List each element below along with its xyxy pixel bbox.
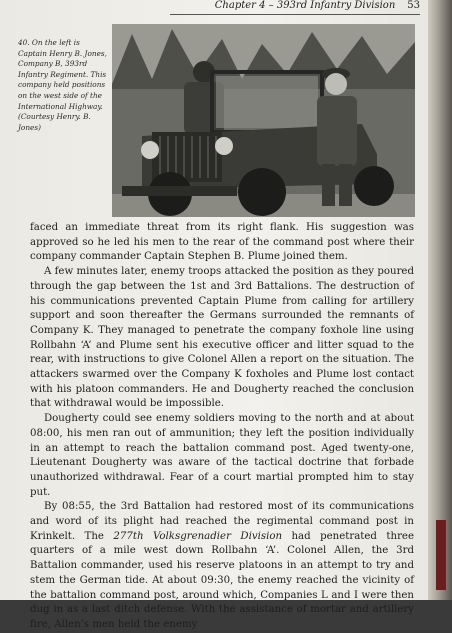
book-cover-edge	[436, 520, 446, 590]
photo-caption: 40. On the left is Captain Henry B. Jones, Company B, 393rd Infantry Regiment. This company held positions on the west side of the International Highway. (Courtesy Henry. B. Jones)	[18, 38, 107, 132]
chapter-title: Chapter 4 – 393rd Infantry Division	[214, 0, 396, 11]
paragraph: faced an immediate threat from its right flank. His suggestion was approved so he led his men to the rear of the command post where their company commander Captain Stephen B. Plume joined them.	[30, 222, 414, 263]
division-name-italic: 277th Volksgrenadier Division	[113, 530, 283, 542]
paragraph	[30, 500, 414, 632]
jeep-photo-illustration	[112, 24, 415, 217]
body-text	[30, 221, 414, 633]
book-page-edge	[428, 0, 452, 600]
paragraph: Dougherty could see enemy soldiers moving to the north and at about 08:00, his men ran out of ammunition; they left the position individually in an attempt to reach the battalion command post. Aged twenty-one, Lieutenant Dougherty was aware of the tactical doctrine that forbade unauthorized withdrawal. Fear of a court martial prompted him to stay put.	[30, 413, 414, 498]
page-number: 53	[407, 0, 420, 11]
jeep-photograph	[112, 24, 415, 217]
running-header	[170, 0, 420, 15]
paragraph-text: By 08:55, the 3rd Battalion had restored most of its communications and word of its plight had reached the regimental command post in Krinkelt. The	[30, 501, 414, 542]
paragraph: A few minutes later, enemy troops attacked the position as they poured through the gap between the 1st and 3rd Battalions. The destruction of his communications prevented Captain Plume from calling for artillery support and soon thereafter the Germans surrounded the remnants of Company K. They managed to penetrate the company foxhole line using Rollbahn ‘A’ and Plume sent his executive officer and litter squad to the rear, with instructions to give Colonel Allen a report on the situation. The attackers swarmed over the Company K foxholes and Plume lost contact with his platoon commanders. He and Dougherty reached the conclusion that withdrawal would be impossible.	[30, 266, 414, 410]
paragraph-text: had penetrated three quarters of a mile west down Rollbahn ‘A’. Colonel Allen, the 3rd Battalion commander, used his reserve platoons in an attempt to try and stem the German tide. At about 09:30, the enemy reached the vicinity of the battalion command post, around which, Companies L and I were then dug in as a last ditch defense. With the assistance of mortar and artillery fire, Allen’s men held the enemy	[30, 530, 414, 630]
